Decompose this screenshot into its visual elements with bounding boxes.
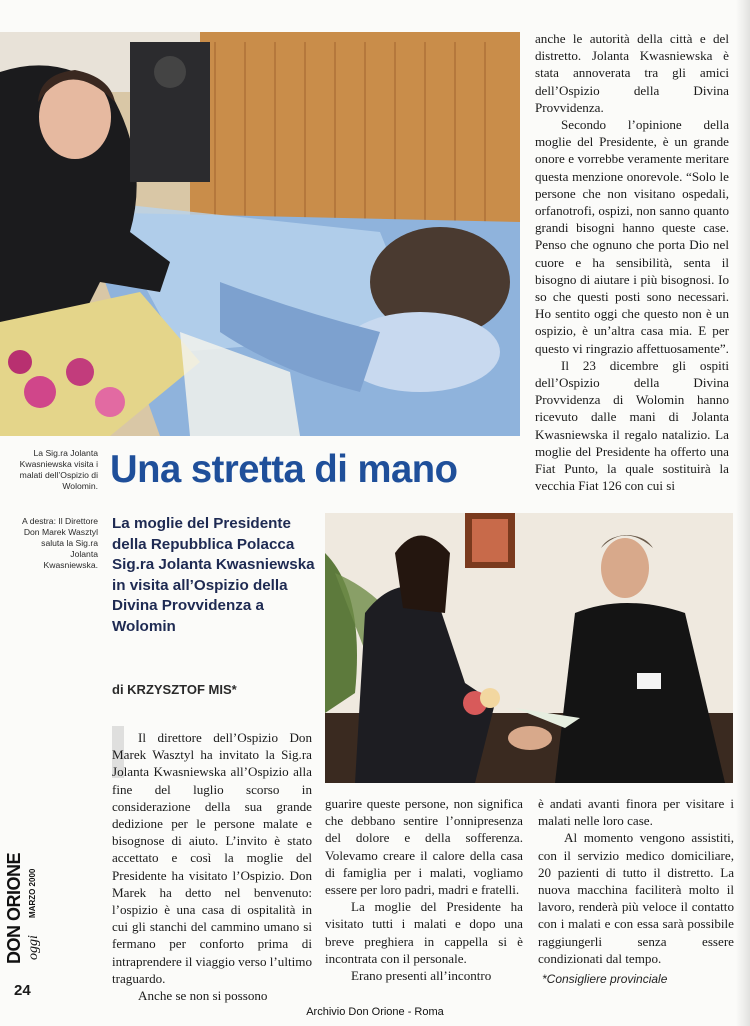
photo-caption-top: La Sig.ra Jolanta Kwasniewska visita i malati dell’Ospizio di Wolomin. bbox=[19, 448, 98, 491]
text-column-right-bottom bbox=[538, 795, 734, 967]
photo-handshake bbox=[325, 513, 733, 783]
text-column-left bbox=[112, 729, 312, 1004]
photo-caption-right: A destra: Il Direttore Don Marek Wasztyl saluta la Sig.ra Jolanta Kwasniewska. bbox=[22, 516, 98, 570]
archive-label: Archivio Don Orione - Roma bbox=[306, 1006, 444, 1018]
paragraph: anche le autorità della città e del distretto. Jolanta Kwasniewska è stata annoverata tra gli amici dell’Ospizio della Divina Provvidenza. bbox=[535, 31, 729, 115]
page-number: 24 bbox=[14, 982, 31, 999]
paragraph: Il direttore dell’Ospizio Don Marek Wasztyl ha invitato la Sig.ra Jolanta Kwasniewska all’Ospizio alla fine del luglio scorso in considerazione della sua grande dedizione per le persone malate e bisognose di aiuto. L’invito è stato accettato e così la moglie del Presidente ha visitato l’Ospizio. Don Marek ha detto nel benvenuto: l’ospizio è una casa di ospitalità in cui gli stanchi del cammino umano si fermano per conforto prima di intraprendere il viaggio verso l’ultimo traguardo. bbox=[112, 730, 312, 986]
article-title: Una stretta di mano bbox=[110, 448, 458, 491]
text-column-middle bbox=[325, 795, 523, 984]
masthead-sub: oggi bbox=[26, 935, 41, 960]
photo-hospice-visit bbox=[0, 32, 520, 436]
paragraph: Erano presenti all’incontro bbox=[351, 968, 492, 984]
article-byline: di KRZYSZTOF MIS* bbox=[112, 682, 237, 697]
paragraph: guarire queste persone, non significa che debbano sentire l’onnipresenza del dolore e della sofferenza. Volevamo creare il calore della casa di famiglia per i malati, vogliamo essere per loro padri, madri e fratelli. bbox=[325, 796, 523, 898]
footnote: *Consigliere provinciale bbox=[542, 972, 668, 986]
paragraph: Il 23 dicembre gli ospiti dell’Ospizio della Divina Provvidenza di Wolomin hanno ricevuto dalle mani di Jolanta Kwasniewska il regalo natalizio. La moglie del Presidente ha offerto una Fiat Punto, la quale sostituirà la vecchia Fiat 126 con cui si bbox=[535, 357, 729, 494]
text-column-right-top bbox=[535, 30, 729, 494]
paragraph: Al momento vengono assistiti, con il servizio medico domiciliare, 20 pazienti di tutto il distretto. La nuova macchina faciliterà molto il lavoro, renderà più veloce il contatto con i malati e con essa sarà possibile raggiungerli senza essere condizionati dal tempo. bbox=[538, 830, 734, 966]
masthead-name: DON ORIONE bbox=[4, 852, 24, 964]
paragraph: Anche se non si possono bbox=[138, 988, 268, 1004]
paragraph: è andati avanti finora per visitare i malati nelle loro case. bbox=[538, 796, 734, 829]
paragraph: La moglie del Presidente ha visitato tutti i malati e dopo una breve preghiera in cappella si è incontrata con il personale. bbox=[325, 899, 523, 966]
page-edge-shadow bbox=[736, 0, 750, 1026]
paragraph: Secondo l’opinione della moglie del Presidente, è un grande onore e vorrebbe veramente meritare questa menzione onorevole. “Solo le persone che non visitano ospedali, orfanotrofi, ospizi, non sanno quanto grandi bisogni hanno queste case. Penso che ognuno che porta Dio nel cuore e ha sensibilità, senta il bisogno di aiutare i più bisognosi. Io so che questi posti sono necessari. Ho sentito oggi che questo non è un ospizio, è un’altra casa mia. E per questo vi ringrazio affettuosamente”. bbox=[535, 117, 729, 356]
article-subtitle: La moglie del Presidente della Repubblica Polacca Sig.ra Jolanta Kwasniewska in visita all’Ospizio della Divina Provvidenza a Wolomin bbox=[112, 515, 315, 635]
masthead-date: MARZO 2000 bbox=[28, 868, 37, 918]
